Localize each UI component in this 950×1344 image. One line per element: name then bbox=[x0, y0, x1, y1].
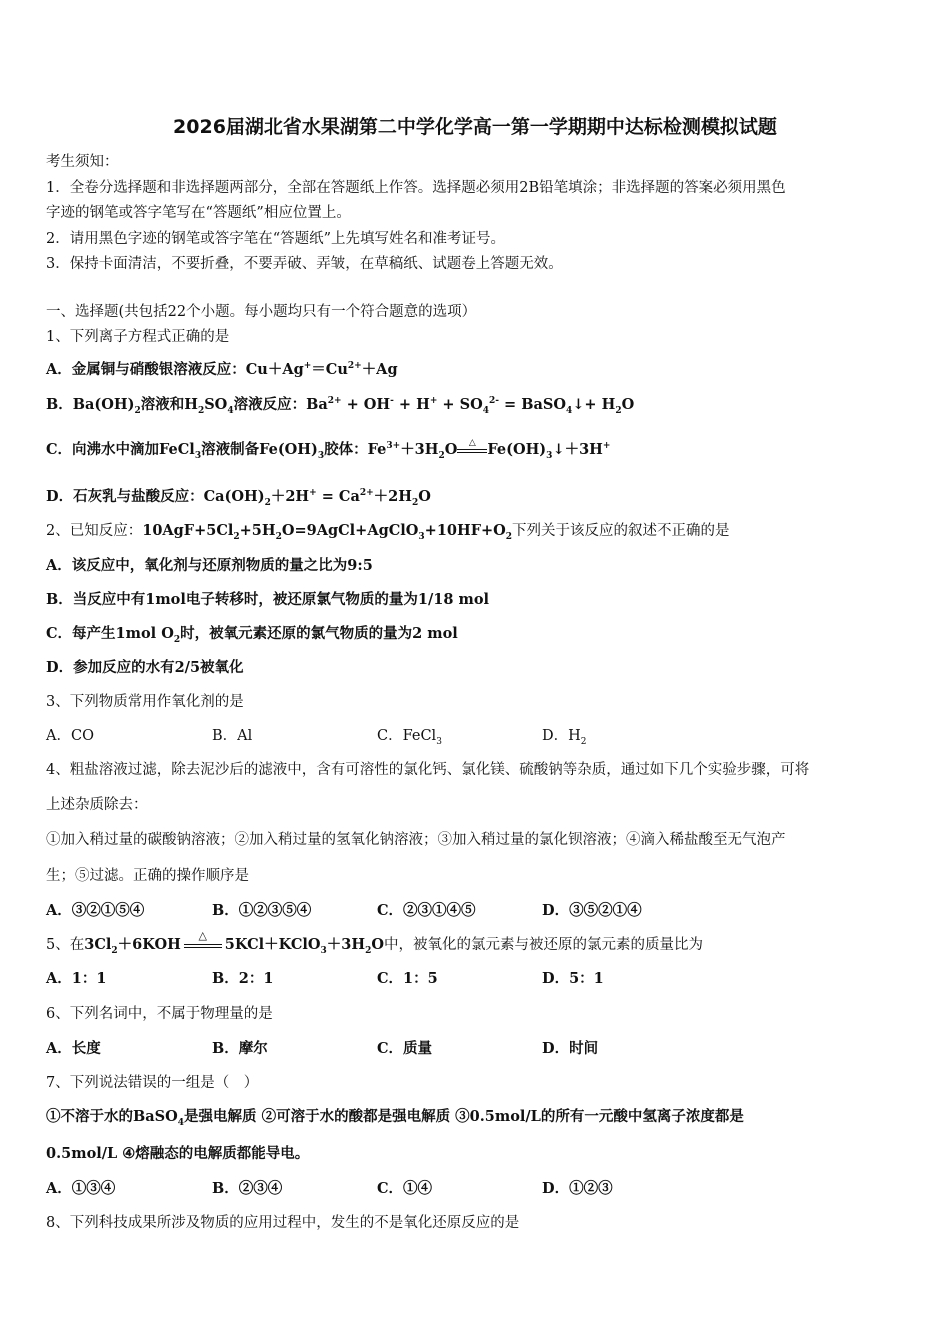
q3-option-c: C．FeCl$_3$ bbox=[377, 728, 442, 747]
q2-option-c: C．每产生1mol $O_2$时，被氧元素还原的氯气物质的量为2 mol bbox=[46, 625, 458, 645]
q2-option-d: D．参加反应的水有2/5被氧化 bbox=[46, 659, 244, 676]
q4-stem-1: 4、粗盐溶液过滤，除去泥沙后的滤液中，含有可溶性的氯化钙、氯化镁、硫酸钠等杂质，通过如下几个实验步骤，可将 bbox=[46, 762, 810, 778]
q4-stem-2: 上述杂质除去： bbox=[46, 797, 148, 813]
q4-option-d: D．③⑤②①④ bbox=[542, 902, 642, 919]
page-title: 2026届湖北省水果湖第二中学化学高一第一学期期中达标检测模拟试题 bbox=[173, 116, 777, 138]
q5-option-b: B．2：1 bbox=[212, 970, 274, 987]
q2-option-a: A．该反应中，氧化剂与还原剂物质的量之比为9:5 bbox=[46, 557, 373, 574]
notice-line-1: 1．全卷分选择题和非选择题两部分，全部在答题纸上作答。选择题必须用2B铅笔填涂；非选择题的答案必须用黑色 bbox=[46, 180, 786, 196]
q1-stem: 1、下列离子方程式正确的是 bbox=[46, 329, 230, 345]
q6-option-a: A．长度 bbox=[46, 1040, 101, 1057]
q5-option-a: A．1：1 bbox=[46, 970, 107, 987]
notice-heading: 考生须知： bbox=[46, 154, 119, 170]
heat-arrow-icon: △ bbox=[184, 938, 222, 952]
q6-option-d: D．时间 bbox=[542, 1040, 599, 1057]
q1-option-b: B．$Ba(OH)_2$溶液和$H_2SO_4$溶液反应：$Ba^{2+} + OH^- + H^+ + SO_4^{2-}$ = BaSO$_4$↓+ $H_2O$ bbox=[46, 396, 635, 416]
q7-option-d: D．①②③ bbox=[542, 1180, 613, 1197]
section-heading: 一、选择题(共包括22个小题。每小题均只有一个符合题意的选项） bbox=[46, 304, 477, 320]
q8-stem: 8、下列科技成果所涉及物质的应用过程中，发生的不是氧化还原反应的是 bbox=[46, 1215, 520, 1231]
q3-option-d: D．$H_2$ bbox=[542, 728, 587, 747]
q5-option-d: D．5：1 bbox=[542, 970, 604, 987]
notice-line-1-cont: 字迹的钢笔或答字笔写在“答题纸”相应位置上。 bbox=[46, 205, 351, 221]
notice-line-3: 3．保持卡面清洁，不要折叠，不要弄破、弄皱，在草稿纸、试题卷上答题无效。 bbox=[46, 256, 563, 272]
q6-option-c: C．质量 bbox=[377, 1040, 433, 1057]
q2-stem: 2、已知反应：$10AgF+5Cl_2+5H_2O=9AgCl+AgClO_3+10HF+O_2$下列关于该反应的叙述不正确的是 bbox=[46, 522, 730, 542]
q3-option-a: A．CO bbox=[46, 728, 94, 744]
q5-stem: 5、在$3Cl_2+6KOH$ △ $5KCl+KClO_3+3H_2O$中，被氧化的氯元素与被还原的氯元素的质量比为 bbox=[46, 929, 703, 956]
q7-stem: 7、下列说法错误的一组是（ ） bbox=[46, 1075, 259, 1091]
q7-option-c: C．①④ bbox=[377, 1180, 433, 1197]
q4-option-a: A．③②①⑤④ bbox=[46, 902, 145, 919]
q2-option-b: B．当反应中有1mol电子转移时，被还原氯气物质的量为1/18 mol bbox=[46, 591, 489, 608]
q4-option-c: C．②③①④⑤ bbox=[377, 902, 476, 919]
q7-statements-2: 0.5mol/L ④熔融态的电解质都能导电。 bbox=[46, 1145, 310, 1162]
q1-option-c: C．向沸水中滴加FeCl$_3$溶液制备$Fe(OH)_3$胶体：$Fe^{3+}+3H_2O$ △ $Fe(OH)_3↓+3H^+$ bbox=[46, 438, 611, 461]
q4-stem-3: ①加入稍过量的碳酸钠溶液；②加入稍过量的氢氧化钠溶液；③加入稍过量的氯化钡溶液；④滴入稀盐酸至无气泡产 bbox=[46, 832, 786, 848]
q7-option-a: A．①③④ bbox=[46, 1180, 116, 1197]
notice-line-2: 2．请用黑色字迹的钢笔或答字笔在“答题纸”上先填写姓名和准考证号。 bbox=[46, 231, 506, 247]
q6-option-b: B．摩尔 bbox=[212, 1040, 268, 1057]
q3-option-b: B．Al bbox=[212, 728, 253, 744]
q7-statements-1: ①不溶于水的BaSO$_4$是强电解质 ②可溶于水的酸都是强电解质 ③0.5mol/L的所有一元酸中氢离子浓度都是 bbox=[46, 1108, 744, 1128]
q1-option-d: D．石灰乳与盐酸反应：$Ca(OH)_2+2H^+ = Ca^{2+}+2H_2O$ bbox=[46, 488, 431, 508]
q5-option-c: C．1：5 bbox=[377, 970, 438, 987]
q4-stem-4: 生；⑤过滤。正确的操作顺序是 bbox=[46, 868, 249, 884]
q4-option-b: B．①②③⑤④ bbox=[212, 902, 312, 919]
q3-stem: 3、下列物质常用作氧化剂的是 bbox=[46, 694, 244, 710]
q7-option-b: B．②③④ bbox=[212, 1180, 283, 1197]
q1-option-a: A．金属铜与硝酸银溶液反应：$Cu+Ag^+=Cu^{2+}+Ag$ bbox=[46, 361, 398, 378]
q6-stem: 6、下列名词中，不属于物理量的是 bbox=[46, 1006, 273, 1022]
heat-arrow-icon: △ bbox=[457, 443, 487, 457]
